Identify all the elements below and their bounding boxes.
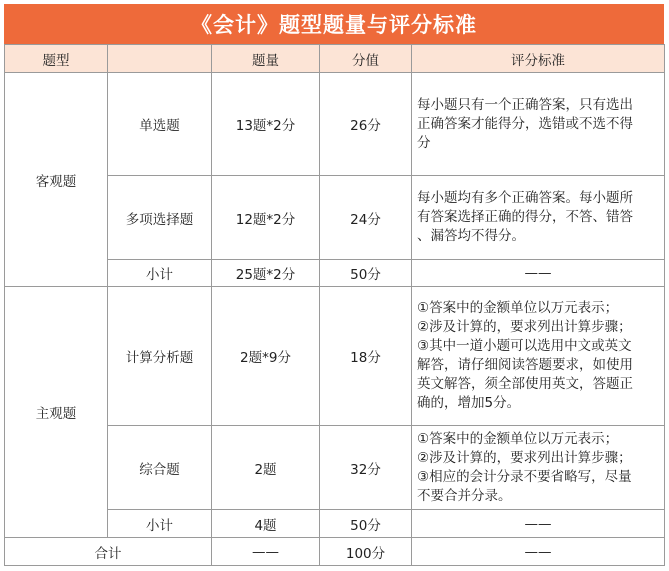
row-name: 多项选择题 [108, 176, 212, 260]
criteria-line: 有答案选择正确的得分，不答、错答 [417, 209, 633, 225]
criteria-line: ②涉及计算的，要求列出计算步骤； [417, 319, 632, 335]
dash-placeholder: —— [524, 515, 552, 532]
table-row-total [5, 538, 665, 566]
total-score: 100分 [320, 538, 412, 566]
row-qty: 4题 [212, 510, 320, 538]
row-score: 26分 [320, 73, 412, 176]
row-criteria [412, 287, 665, 426]
total-label: 合计 [5, 538, 212, 566]
group-subjective: 主观题 [5, 287, 108, 538]
row-qty: 12题*2分 [212, 176, 320, 260]
header-criteria: 评分标准 [412, 45, 665, 73]
row-name: 单选题 [108, 73, 212, 176]
row-name: 小计 [108, 260, 212, 287]
total-criteria: —— [412, 538, 665, 566]
row-score: 50分 [320, 510, 412, 538]
row-qty: 2题 [212, 426, 320, 510]
row-qty: 25题*2分 [212, 260, 320, 287]
group-objective: 客观题 [5, 73, 108, 287]
row-score: 24分 [320, 176, 412, 260]
table-row [5, 287, 665, 426]
criteria-line: 解答，请仔细阅读答题要求，如使用 [417, 357, 633, 373]
criteria-line: 不要合并分录。 [417, 487, 512, 504]
row-score: 32分 [320, 426, 412, 510]
row-criteria [412, 73, 665, 176]
header-type: 题型 [5, 45, 108, 73]
row-name: 综合题 [108, 426, 212, 510]
row-qty: 13题*2分 [212, 73, 320, 176]
dash-placeholder: —— [524, 265, 552, 281]
criteria-line: 每小题均有多个正确答案。每小题所 [417, 190, 633, 206]
table-header-row [5, 45, 665, 73]
row-score: 50分 [320, 260, 412, 287]
row-name: 小计 [108, 510, 212, 538]
criteria-line: 每小题只有一个正确答案，只有选出 [417, 96, 633, 113]
criteria-line: 英文解答，须全部使用英文，答题正 [417, 376, 633, 392]
row-criteria [412, 510, 665, 538]
table-row [5, 73, 665, 176]
row-name: 计算分析题 [108, 287, 212, 426]
criteria-line: 正确答案才能得分，选错或不选不得 [417, 115, 633, 132]
criteria-line: 、漏答均不得分。 [417, 228, 525, 244]
row-qty: 2题*9分 [212, 287, 320, 426]
header-blank [108, 45, 212, 73]
criteria-line: ③相应的会计分录不要省略写，尽量 [417, 468, 632, 485]
score-table [4, 44, 665, 566]
header-score: 分值 [320, 45, 412, 73]
total-qty: —— [212, 538, 320, 566]
row-criteria [412, 176, 665, 260]
criteria-line: ②涉及计算的，要求列出计算步骤； [417, 449, 632, 466]
criteria-line: ①答案中的金额单位以万元表示； [417, 300, 619, 316]
criteria-line: 确的，增加5分。 [417, 395, 521, 411]
criteria-line: ③其中一道小题可以选用中文或英文 [417, 338, 632, 354]
row-criteria [412, 260, 665, 287]
criteria-line: 分 [417, 134, 431, 151]
row-score: 18分 [320, 287, 412, 426]
header-qty: 题量 [212, 45, 320, 73]
criteria-line: ①答案中的金额单位以万元表示； [417, 430, 619, 447]
row-criteria [412, 426, 665, 510]
page-title: 《会计》题型题量与评分标准 [4, 4, 664, 44]
